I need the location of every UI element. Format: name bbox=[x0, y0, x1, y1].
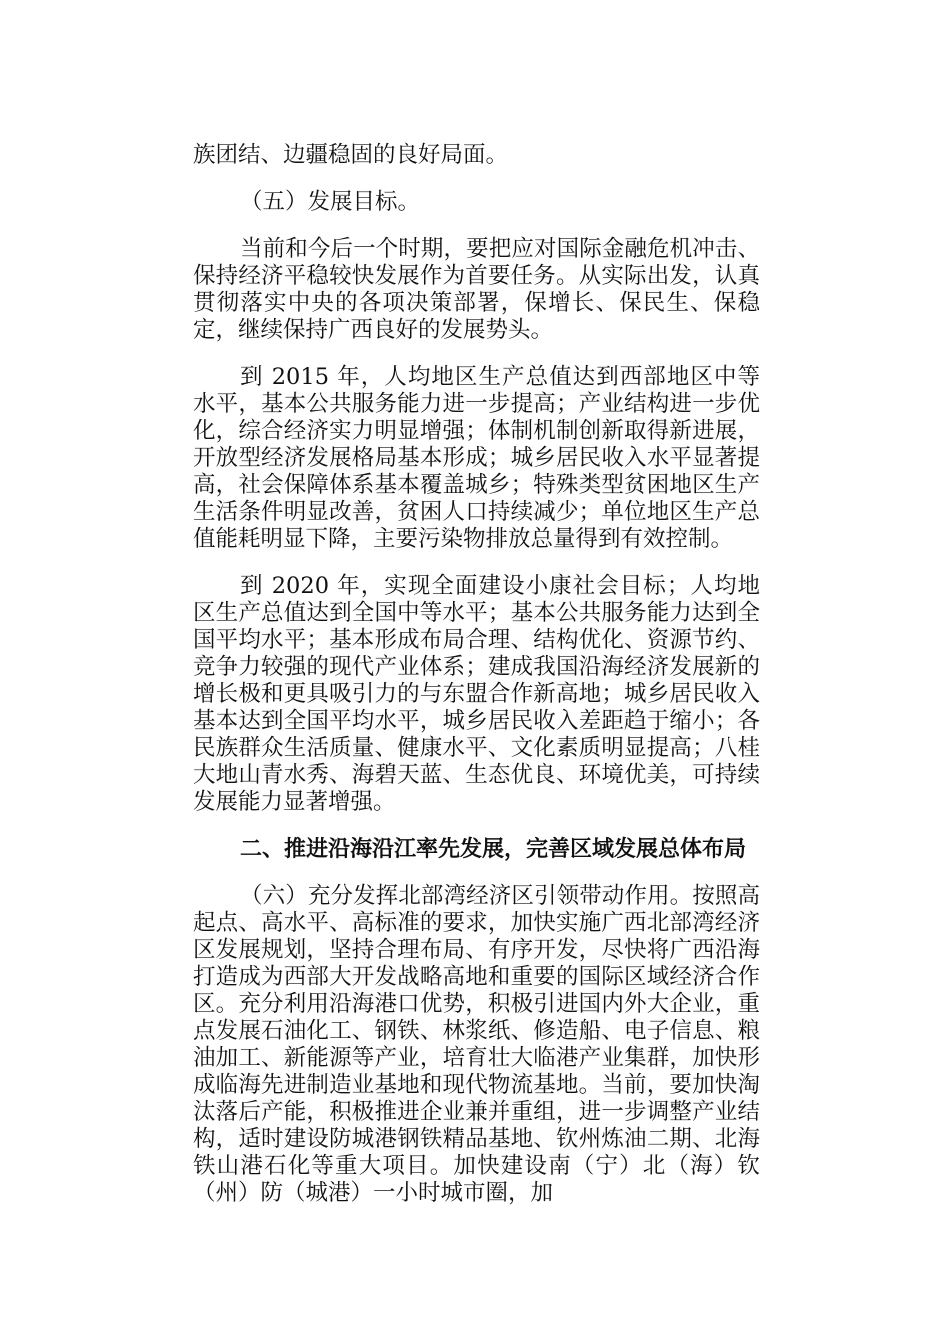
paragraph-continuation: 族团结、边疆稳固的良好局面。 bbox=[193, 142, 509, 168]
paragraph-beibu-gulf: （六）充分发挥北部湾经济区引领带动作用。按照高起点、高水平、高标准的要求，加快实施广西北部湾经济区发展规划，坚持合理布局、有序开发，尽快将广西沿海打造成为西部大开发战略高地和重要的国际区域经济合作区。充分利用沿海港口优势，积极引进国内外大企业，重点发展石油化工、钢铁、林浆纸、修造船、电子信息、粮油加工、新能源等产业，培育壮大临港产业集群，加快形成临海先进制造业基地和现代物流基地。当前，要加快淘汰落后产能，积极推进企业兼并重组，进一步调整产业结构，适时建设防城港钢铁精品基地、钦州炼油二期、北海铁山港石化等重大项目。加快建设南（宁）北（海）钦（州）防（城港）一小时城市圈，加 bbox=[193, 883, 760, 1206]
document-page bbox=[193, 142, 760, 1227]
section-subheading-development-goals: （五）发展目标。 bbox=[240, 189, 421, 215]
paragraph-current-period: 当前和今后一个时期，要把应对国际金融危机冲击、保持经济平稳较快发展作为首要任务。从实际出发，认真贯彻落实中央的各项决策部署，保增长、保民生、保稳定，继续保持广西良好的发展势头。 bbox=[193, 236, 760, 343]
section-heading-coastal-development: 二、推进沿海沿江率先发展，完善区域发展总体布局 bbox=[240, 837, 747, 862]
paragraph-2020-goals: 到 2020 年，实现全面建设小康社会目标；人均地区生产总值达到全国中等水平；基本公共服务能力达到全国平均水平；基本形成布局合理、结构优化、资源节约、竞争力较强的现代产业体系；建成我国沿海经济发展新的增长极和更具吸引力的与东盟合作新高地；城乡居民收入基本达到全国平均水平，城乡居民收入差距趋于缩小；各民族群众生活质量、健康水平、文化素质明显提高；八桂大地山青水秀、海碧天蓝、生态优良、环境优美，可持续发展能力显著增强。 bbox=[193, 573, 760, 815]
paragraph-2015-goals: 到 2015 年，人均地区生产总值达到西部地区中等水平，基本公共服务能力进一步提高；产业结构进一步优化，综合经济实力明显增强；体制机制创新取得新进展，开放型经济发展格局基本形成；城乡居民收入水平显著提高，社会保障体系基本覆盖城乡；特殊类型贫困地区生产生活条件明显改善，贫困人口持续减少；单位地区生产总值能耗明显下降，主要污染物排放总量得到有效控制。 bbox=[193, 364, 760, 552]
